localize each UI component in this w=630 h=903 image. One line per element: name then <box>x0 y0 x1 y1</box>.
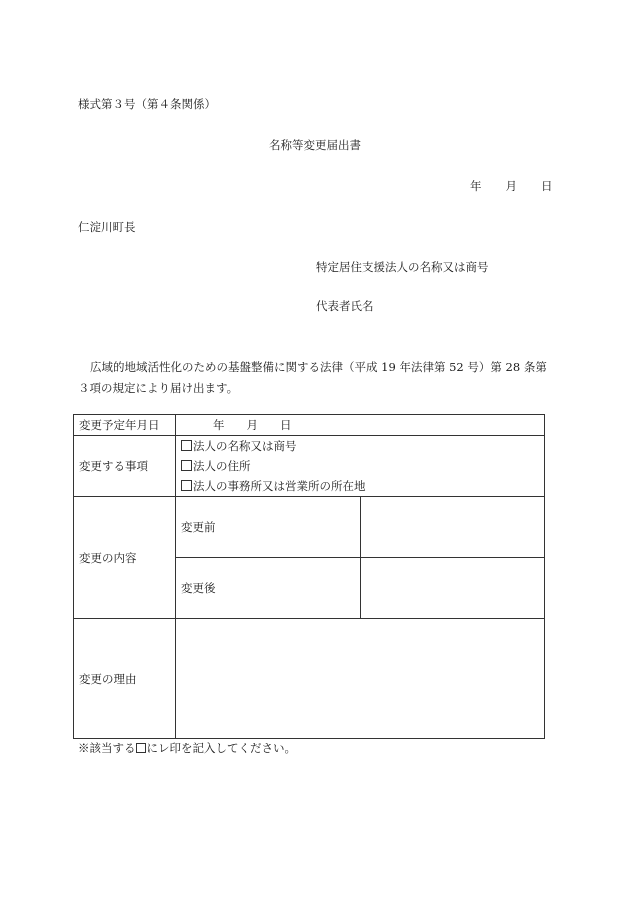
form-number: 様式第３号（第４条関係） <box>78 97 216 111</box>
document-title: 名称等変更届出書 <box>269 138 361 152</box>
reason-row <box>74 619 545 739</box>
change-form-table <box>73 414 545 739</box>
option-label: 法人の事務所又は営業所の所在地 <box>193 479 366 493</box>
before-input[interactable] <box>360 497 545 558</box>
option-label: 法人の名称又は商号 <box>193 439 297 453</box>
date-day-label: 日 <box>541 179 553 193</box>
checkbox-icon <box>136 743 146 753</box>
after-label: 変更後 <box>176 558 361 619</box>
scheduled-date-field[interactable] <box>176 415 545 436</box>
change-item-label: 変更する事項 <box>74 436 176 497</box>
scheduled-date-label: 変更予定年月日 <box>74 415 176 436</box>
table-day-label: 日 <box>280 418 292 432</box>
change-item-options <box>176 436 545 497</box>
checkbox-icon[interactable] <box>181 480 192 491</box>
change-content-label: 変更の内容 <box>74 497 176 619</box>
note-prefix: ※該当する <box>78 741 136 755</box>
checkbox-icon[interactable] <box>181 460 192 471</box>
scheduled-date-row <box>74 415 545 436</box>
date-year-label: 年 <box>470 179 482 193</box>
submission-date <box>470 178 553 194</box>
body-paragraph: 広域的地域活性化のための基盤整備に関する法律（平成 19 年法律第 52 号）第 28 条第３項の規定により届け出ます。 <box>78 360 547 395</box>
representative-name-label: 代表者氏名 <box>316 299 374 313</box>
reason-input[interactable] <box>176 619 545 739</box>
corporation-name-label: 特定居住支援法人の名称又は商号 <box>316 260 489 274</box>
option-label: 法人の住所 <box>193 459 251 473</box>
table-month-label: 月 <box>246 418 258 432</box>
note-suffix: にレ印を記入してください。 <box>146 741 296 755</box>
table-year-label: 年 <box>213 418 225 432</box>
footnote <box>78 740 296 756</box>
option-office-location[interactable] <box>181 476 544 496</box>
change-before-row <box>74 497 545 558</box>
before-label: 変更前 <box>176 497 361 558</box>
date-month-label: 月 <box>505 179 517 193</box>
after-input[interactable] <box>360 558 545 619</box>
change-item-row <box>74 436 545 497</box>
option-corp-name[interactable] <box>181 436 544 456</box>
option-corp-address[interactable] <box>181 456 544 476</box>
checkbox-icon[interactable] <box>181 440 192 451</box>
addressee: 仁淀川町長 <box>78 220 136 234</box>
reason-label: 変更の理由 <box>74 619 176 739</box>
